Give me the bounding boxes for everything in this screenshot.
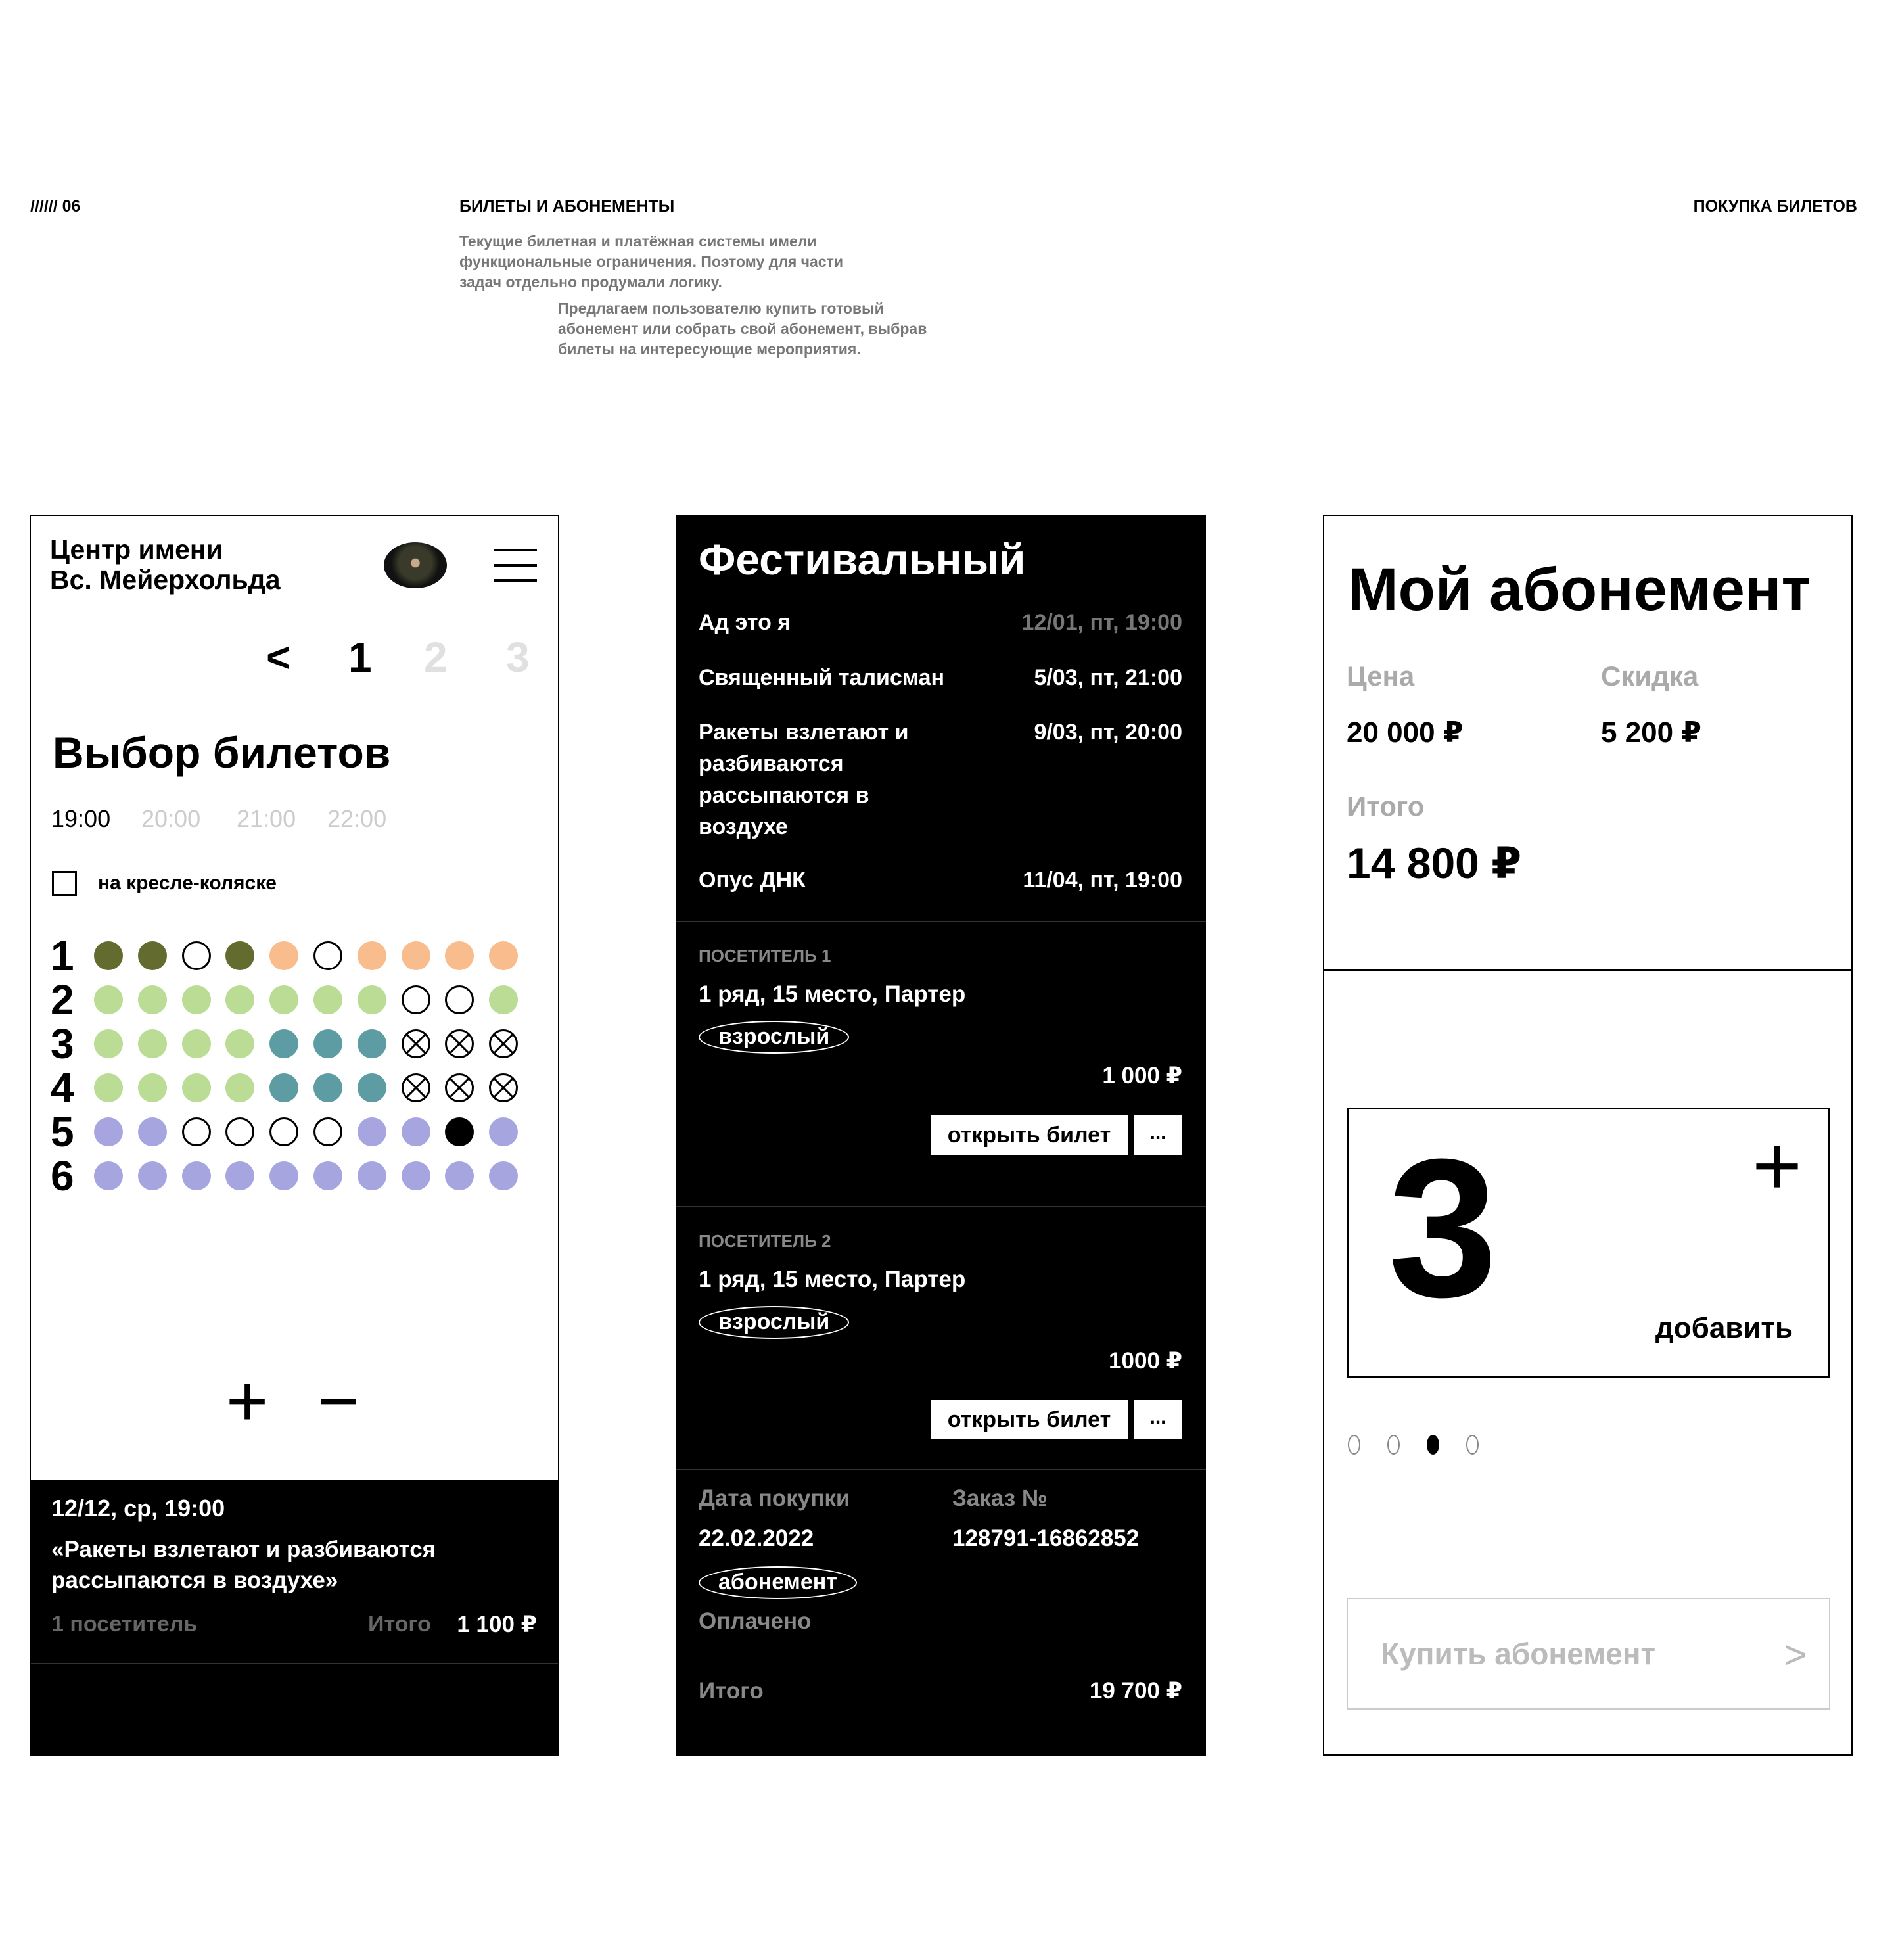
seat-price-zone[interactable] <box>94 941 123 970</box>
event-date-2: 5/03, пт, 21:00 <box>1034 665 1182 690</box>
seat-price-zone[interactable] <box>225 1029 254 1058</box>
description-1: Текущие билетная и платёжная системы имели функциональные ограничения. Поэтому для части задач отдельно продумали логику. <box>459 233 844 291</box>
seat-price-zone[interactable] <box>269 985 298 1014</box>
purchase-date: 22.02.2022 <box>699 1526 814 1551</box>
event-name-2: Священный талисман <box>699 665 945 690</box>
divider <box>676 921 1206 922</box>
total-value: 1 100 ₽ <box>457 1612 537 1637</box>
seat-price-zone[interactable] <box>94 985 123 1014</box>
divider <box>676 1206 1206 1207</box>
ticket-count: 3 <box>1388 1117 1498 1338</box>
add-button[interactable]: добавить <box>1655 1312 1793 1344</box>
seat-available[interactable] <box>182 941 211 970</box>
page-label: ПОКУПКА БИЛЕТОВ <box>1693 197 1857 216</box>
row-number: 2 <box>51 976 74 1023</box>
seat-price-zone[interactable] <box>445 1161 474 1190</box>
zoom-out-button[interactable]: − <box>317 1361 360 1441</box>
seat-price-zone[interactable] <box>138 1029 167 1058</box>
seat-price-zone[interactable] <box>182 1161 211 1190</box>
step-2[interactable]: 2 <box>424 634 448 681</box>
screen-festival-order <box>676 515 1206 1756</box>
carousel-dot-2[interactable] <box>1387 1435 1400 1455</box>
seat-price-zone[interactable] <box>138 1073 167 1102</box>
arrow-right-icon: > <box>1783 1633 1807 1677</box>
visitor-1-price: 1 000 ₽ <box>1102 1063 1182 1088</box>
seat-price-zone[interactable] <box>94 1117 123 1146</box>
seat-price-zone[interactable] <box>358 1161 386 1190</box>
seat-price-zone[interactable] <box>489 1117 518 1146</box>
footer-divider <box>31 1663 559 1664</box>
seat-available[interactable] <box>313 1117 342 1146</box>
time-option-2100[interactable]: 21:00 <box>237 805 296 832</box>
org-name <box>50 534 281 595</box>
seat-available[interactable] <box>225 1117 254 1146</box>
price-value: 20 000 ₽ <box>1347 716 1464 749</box>
row-number: 1 <box>51 932 74 979</box>
seat-price-zone[interactable] <box>489 985 518 1014</box>
avatar[interactable] <box>384 542 447 588</box>
row-number: 6 <box>51 1152 74 1200</box>
org-name-line1: Центр имени <box>50 534 223 565</box>
seat-available[interactable] <box>313 941 342 970</box>
seat-price-zone[interactable] <box>313 1073 342 1102</box>
seat-price-zone[interactable] <box>269 1073 298 1102</box>
seat-price-zone[interactable] <box>358 1073 386 1102</box>
seat-price-zone[interactable] <box>358 1029 386 1058</box>
visitor-1-type-badge: взрослый <box>699 1021 849 1054</box>
seat-unavailable <box>489 1073 518 1102</box>
subscription-badge: абонемент <box>699 1566 857 1599</box>
seat-available[interactable] <box>182 1117 211 1146</box>
seat-price-zone[interactable] <box>402 1161 430 1190</box>
seat-price-zone[interactable] <box>358 985 386 1014</box>
seat-selected[interactable] <box>445 1117 474 1146</box>
discount-label: Скидка <box>1601 661 1699 691</box>
carousel-dot-1[interactable] <box>1348 1435 1360 1455</box>
total-label: Итого <box>699 1678 764 1704</box>
event-name-1: Ад это я <box>699 610 791 635</box>
seat-price-zone[interactable] <box>402 941 430 970</box>
prev-step-button[interactable]: < <box>266 634 291 681</box>
seat-price-zone[interactable] <box>94 1073 123 1102</box>
carousel-dot-4[interactable] <box>1466 1435 1479 1455</box>
seat-price-zone[interactable] <box>94 1029 123 1058</box>
more-button-1[interactable]: ... <box>1134 1115 1182 1155</box>
visitor-2-price: 1000 ₽ <box>1109 1348 1182 1374</box>
event-datetime: 12/12, ср, 19:00 <box>51 1495 225 1522</box>
seat-unavailable <box>402 1029 430 1058</box>
event-name-4: Опус ДНК <box>699 868 806 893</box>
section-divider <box>1324 969 1853 971</box>
visitor-2-type-badge: взрослый <box>699 1306 849 1339</box>
page-title: Выбор билетов <box>53 728 391 777</box>
seat-price-zone[interactable] <box>358 1117 386 1146</box>
seat-price-zone[interactable] <box>313 1161 342 1190</box>
seat-price-zone[interactable] <box>225 1073 254 1102</box>
row-number: 5 <box>51 1108 74 1155</box>
seat-price-zone[interactable] <box>138 941 167 970</box>
paid-status: Оплачено <box>699 1608 812 1634</box>
row-number: 4 <box>51 1064 74 1111</box>
wheelchair-checkbox[interactable] <box>52 871 77 896</box>
seat-available[interactable] <box>445 985 474 1014</box>
order-title: Фестивальный <box>699 535 1026 584</box>
visitor-1-label: ПОСЕТИТЕЛЬ 1 <box>699 946 831 966</box>
zoom-in-button[interactable]: + <box>226 1361 269 1441</box>
seat-price-zone[interactable] <box>225 941 254 970</box>
order-number: 128791-16862852 <box>952 1526 1140 1551</box>
event-date-3: 9/03, пт, 20:00 <box>1034 720 1182 745</box>
total-value: 19 700 ₽ <box>1089 1678 1182 1704</box>
screen-my-subscription <box>1323 515 1853 1756</box>
total-value: 14 800 ₽ <box>1347 839 1522 887</box>
event-title-line2: рассыпаются в воздухе» <box>51 1568 338 1593</box>
discount-value: 5 200 ₽ <box>1601 716 1701 749</box>
seat-price-zone[interactable] <box>182 1073 211 1102</box>
seat-price-zone[interactable] <box>269 1029 298 1058</box>
seat-price-zone[interactable] <box>269 1161 298 1190</box>
buy-subscription-button[interactable] <box>1347 1598 1830 1710</box>
event-title-line1: «Ракеты взлетают и разбиваются <box>51 1537 436 1562</box>
seat-price-zone[interactable] <box>445 941 474 970</box>
seat-price-zone[interactable] <box>402 1117 430 1146</box>
seat-price-zone[interactable] <box>313 985 342 1014</box>
event-card[interactable] <box>1347 1108 1830 1378</box>
time-option-1900[interactable]: 19:00 <box>51 805 111 832</box>
order-summary <box>31 1480 559 1756</box>
more-button-2[interactable]: ... <box>1134 1400 1182 1439</box>
total-label: Итого <box>368 1612 431 1637</box>
event-date-1: 12/01, пт, 19:00 <box>1021 610 1182 635</box>
page-title: Мой абонемент <box>1348 556 1811 623</box>
purchase-date-label: Дата покупки <box>699 1485 850 1511</box>
seat-price-zone[interactable] <box>225 1161 254 1190</box>
carousel-dot-3[interactable] <box>1427 1435 1439 1455</box>
section-title: БИЛЕТЫ И АБОНЕМЕНТЫ <box>459 197 675 216</box>
time-option-2200[interactable]: 22:00 <box>327 805 387 832</box>
visitor-count: 1 посетитель <box>51 1612 198 1637</box>
open-ticket-button-1[interactable]: открыть билет <box>931 1115 1128 1155</box>
event-name-3: Ракеты взлетают и разбиваются рассыпаются в воздухе <box>699 720 909 839</box>
step-3[interactable]: 3 <box>506 634 530 681</box>
visitor-2-label: ПОСЕТИТЕЛЬ 2 <box>699 1231 831 1251</box>
seat-price-zone[interactable] <box>182 1029 211 1058</box>
seat-price-zone[interactable] <box>138 985 167 1014</box>
seat-price-zone[interactable] <box>358 941 386 970</box>
description-2: Предлагаем пользователю купить готовый абонемент или собрать свой абонемент, выбрав билеты на интересующие мероприятия. <box>558 300 927 358</box>
seat-available[interactable] <box>269 1117 298 1146</box>
row-number: 3 <box>51 1020 74 1067</box>
visitor-1-seat: 1 ряд, 15 место, Партер <box>699 981 966 1007</box>
seat-price-zone[interactable] <box>225 985 254 1014</box>
screen-ticket-selection <box>30 515 559 1756</box>
visitor-2-seat: 1 ряд, 15 место, Партер <box>699 1267 966 1292</box>
page-number: ////// 06 <box>30 197 81 216</box>
time-option-2000[interactable]: 20:00 <box>141 805 201 832</box>
seat-price-zone[interactable] <box>138 1117 167 1146</box>
seat-unavailable <box>489 1029 518 1058</box>
event-date-4: 11/04, пт, 19:00 <box>1023 868 1182 893</box>
total-label: Итого <box>1347 791 1425 822</box>
seat-price-zone[interactable] <box>489 941 518 970</box>
menu-icon[interactable] <box>494 549 537 582</box>
price-label: Цена <box>1347 661 1415 691</box>
seat-price-zone[interactable] <box>313 1029 342 1058</box>
buy-subscription-label: Купить абонемент <box>1381 1637 1656 1671</box>
divider <box>676 1469 1206 1470</box>
seat-price-zone[interactable] <box>269 941 298 970</box>
seat-price-zone[interactable] <box>182 985 211 1014</box>
wheelchair-label: на кресле-коляске <box>98 872 277 894</box>
seat-available[interactable] <box>402 985 430 1014</box>
seat-price-zone[interactable] <box>489 1161 518 1190</box>
seat-price-zone[interactable] <box>94 1161 123 1190</box>
order-number-label: Заказ № <box>952 1485 1048 1511</box>
seat-unavailable <box>402 1073 430 1102</box>
org-name-line2: Вс. Мейерхольда <box>50 565 281 595</box>
plus-icon[interactable]: + <box>1752 1117 1802 1213</box>
seat-unavailable <box>445 1029 474 1058</box>
step-1[interactable]: 1 <box>348 634 372 681</box>
seat-price-zone[interactable] <box>138 1161 167 1190</box>
seat-unavailable <box>445 1073 474 1102</box>
open-ticket-button-2[interactable]: открыть билет <box>931 1400 1128 1439</box>
